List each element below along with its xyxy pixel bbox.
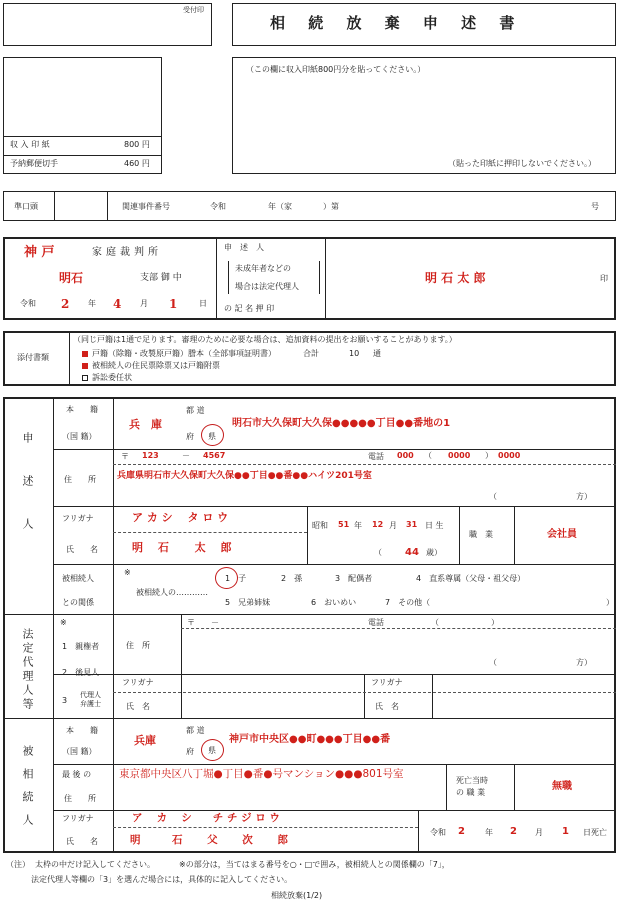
legal-rep-mark: ※ xyxy=(60,618,67,627)
postal-mark: 〒 xyxy=(121,452,129,461)
phone-label: 電話 xyxy=(368,452,384,461)
birth-year-unit: 年 xyxy=(354,521,362,530)
decedent-section-label: 被相続人 xyxy=(21,745,34,837)
birth-era: 昭和 xyxy=(312,521,328,530)
age-open: （ xyxy=(374,548,382,557)
death-day-unit: 日死亡 xyxy=(583,828,607,837)
postage-label: 予納郵便切手 xyxy=(10,159,58,168)
decedent-last-address[interactable]: 東京都中央区八丁堀●丁目●番●号マンション●●●801号室 xyxy=(119,768,404,780)
postal-dash: － xyxy=(182,451,190,460)
attachment-item-3[interactable]: 訴訟委任状 xyxy=(82,374,132,382)
case-go: 号 xyxy=(591,202,599,211)
relation-label-2: との関係 xyxy=(62,598,94,607)
relation-prefix: 被相続人の………… xyxy=(136,588,208,597)
legal-rep-option-parent[interactable]: 1 親権者 xyxy=(62,642,100,651)
legal-rep-care-open: （ xyxy=(489,658,497,667)
legal-rep-phone-label: 電話 xyxy=(368,618,384,627)
decedent-honseki-sub: （国 籍） xyxy=(62,747,97,756)
todofuken-ken: 県 xyxy=(208,432,216,441)
legal-rep-phone-close: ） xyxy=(491,618,499,627)
decedent-todofuken-top: 都 道 xyxy=(186,726,205,735)
legal-rep-care-close: 方） xyxy=(576,658,592,667)
decedent-name-label: 氏 名 xyxy=(66,837,98,846)
applicant-name[interactable]: 明 石 太 郎 xyxy=(132,541,232,554)
filing-era: 令和 xyxy=(20,299,36,308)
postage-amount: 460 円 xyxy=(124,159,150,168)
legal-rep-section-label: 法定代理人等 xyxy=(21,628,34,712)
footer-note-3: 法定代理人等欄の「3」を選んだ場合には，具体的に記入してください。 xyxy=(31,875,293,884)
todofuken-fu: 府 xyxy=(186,432,194,441)
decedent-honseki-pref[interactable]: 兵庫 xyxy=(134,734,156,747)
sign-label-bottom: の 記 名 押 印 xyxy=(224,304,275,313)
death-job-label-2: の 職 業 xyxy=(456,788,486,797)
legal-rep-option-3-num[interactable]: 3 xyxy=(62,696,68,705)
phone-open: （ xyxy=(424,451,432,460)
relation-option-grandchild[interactable]: 2 孫 xyxy=(281,574,303,583)
filing-month: 4 xyxy=(113,297,122,311)
applicant-phone-1[interactable]: 000 xyxy=(397,451,414,460)
applicant-honseki-pref[interactable]: 兵 庫 xyxy=(129,418,162,431)
receipt-stamp-label: 受付印 xyxy=(183,6,204,14)
court-city: 神 戸 xyxy=(24,245,55,260)
applicant-phone-2[interactable]: 0000 xyxy=(448,451,471,460)
relation-option-ascendant[interactable]: 4 直系尊属（父母・祖父母） xyxy=(416,574,526,583)
stamp-note: （この欄に収入印紙800円分を貼ってください。） xyxy=(246,65,426,74)
applicant-postal-2[interactable]: 4567 xyxy=(203,451,226,460)
checked-box-icon xyxy=(82,351,88,357)
relation-option-sibling[interactable]: 5 兄弟姉妹 xyxy=(225,598,271,607)
related-case-label: 関連事件番号 xyxy=(122,202,170,211)
relation-option-child[interactable]: 1 子 xyxy=(225,574,247,583)
applicant-address[interactable]: 兵庫県明石市大久保町大久保●●丁目●●番●●ハイツ201号室 xyxy=(117,471,372,481)
last-address-label-1: 最 後 の xyxy=(62,770,92,779)
honseki-sub: （国 籍） xyxy=(62,432,97,441)
relation-label-1: 被相続人 xyxy=(62,574,94,583)
name-label: 氏 名 xyxy=(66,545,98,554)
case-year-label: 年（家 xyxy=(268,202,292,211)
applicant-honseki-address[interactable]: 明石市大久保町大久保●●●●●丁目●●番地の1 xyxy=(232,418,451,429)
legal-rep-option-3-b: 弁護士 xyxy=(80,700,101,708)
case-era: 令和 xyxy=(210,202,226,211)
applicant-phone-3[interactable]: 0000 xyxy=(498,451,521,460)
filing-year: 2 xyxy=(61,297,70,311)
legal-rep-postal[interactable]: 〒 － xyxy=(187,618,219,627)
last-address-label-2: 住 所 xyxy=(64,794,96,803)
bracket-line-1: 未成年者などの xyxy=(235,264,291,273)
applicant-section-label: 申述人 xyxy=(21,432,34,561)
seal-mark: 印 xyxy=(600,274,608,283)
total-count: 10 xyxy=(349,349,360,358)
care-of-close: 方） xyxy=(576,492,592,501)
footer-note-1: 太枠の中だけ記入してください。 xyxy=(35,860,155,869)
oral-label: 準口頭 xyxy=(14,202,38,211)
relation-close: ） xyxy=(606,598,614,607)
attachments-label: 添付書類 xyxy=(17,353,49,362)
legal-rep-option-3-a: 代理人 xyxy=(80,691,101,699)
death-era: 令和 xyxy=(430,828,446,837)
legal-rep-furigana-label-2: フリガナ xyxy=(371,678,403,687)
decedent-honseki-address[interactable]: 神戸市中央区●●町●●●丁目●●番 xyxy=(229,734,391,745)
applicant-postal-1[interactable]: 123 xyxy=(142,451,159,460)
death-month-unit: 月 xyxy=(535,828,543,837)
death-year-unit: 年 xyxy=(485,828,493,837)
empty-checkbox-icon xyxy=(82,375,88,381)
relation-option-other[interactable]: 7 その他（ xyxy=(385,598,431,607)
legal-rep-furigana-label: フリガナ xyxy=(122,678,154,687)
court-branch-suffix: 支部 御 中 xyxy=(140,273,182,283)
petitioner-sign-name[interactable]: 明 石 太 郎 xyxy=(425,271,486,285)
applicant-birth-year[interactable]: 51 xyxy=(338,520,350,529)
relation-option-nephew[interactable]: 6 おいめい xyxy=(311,598,357,607)
footer-note-label: （注） xyxy=(6,860,30,869)
revenue-stamp-area xyxy=(232,57,616,174)
page-title: 相 続 放 棄 申 述 書 xyxy=(270,14,524,32)
job-label: 職 業 xyxy=(469,530,493,539)
total-unit: 通 xyxy=(373,349,381,358)
decedent-todofuken-fu: 府 xyxy=(186,747,194,756)
attachment-item-1[interactable]: 戸籍（除籍・改製原戸籍）謄本（全部事項証明書） xyxy=(82,350,276,358)
filing-month-unit: 月 xyxy=(140,299,148,308)
sign-label-top: 申 述 人 xyxy=(224,243,264,252)
decedent-job[interactable]: 無職 xyxy=(552,781,572,792)
relation-mark: ※ xyxy=(124,568,131,577)
phone-close: ） xyxy=(485,451,493,460)
checked-box-icon xyxy=(82,363,88,369)
applicant-furigana[interactable]: ア カ シ タ ロ ウ xyxy=(132,511,229,524)
total-label: 合計 xyxy=(303,349,319,358)
case-no-label: ）第 xyxy=(323,202,339,211)
care-of-open: （ xyxy=(489,492,497,501)
relation-option-spouse[interactable]: 3 配偶者 xyxy=(335,574,373,583)
decedent-death-day[interactable]: 1 xyxy=(562,826,569,837)
attachments-note: （同じ戸籍は1通で足ります。審理のために必要な場合は、追加資料の提出をお願いすることがあります。） xyxy=(73,335,457,344)
applicant-birth-month[interactable]: 12 xyxy=(372,520,384,529)
decedent-honseki-label: 本 籍 xyxy=(66,726,98,735)
page-number: 相続放棄(1/2) xyxy=(271,891,323,900)
attachment-item-2[interactable]: 被相続人の住民票除票又は戸籍附票 xyxy=(82,362,220,370)
decedent-todofuken-ken: 県 xyxy=(208,746,216,755)
court-branch: 明石 xyxy=(59,271,84,285)
selected-circle-icon xyxy=(201,424,224,446)
stamp-note-2: （貼った印紙に押印しないでください。） xyxy=(448,159,596,168)
legal-rep-option-guardian[interactable]: 2 後見人 xyxy=(62,668,100,677)
stamp-fee-label: 収 入 印 紙 xyxy=(10,140,50,149)
footer-note-2: ※の部分は，当てはまる番号を○・□で囲み，被相続人との関係欄の「7」， xyxy=(179,860,450,869)
receipt-stamp-box xyxy=(3,3,212,46)
legal-rep-phone-open: （ xyxy=(431,618,439,627)
selected-circle-icon xyxy=(215,567,238,589)
legal-rep-name-label-2: 氏 名 xyxy=(375,702,399,711)
main-form-block xyxy=(3,397,616,853)
address-label: 住 所 xyxy=(64,475,96,484)
decedent-name[interactable]: 明 石 父 次 郎 xyxy=(130,834,288,846)
applicant-birth-day[interactable]: 31 xyxy=(406,520,418,529)
applicant-job[interactable]: 会社員 xyxy=(547,529,577,540)
honseki-label: 本 籍 xyxy=(66,405,98,414)
filing-year-unit: 年 xyxy=(88,299,96,308)
birth-day-unit: 日 生 xyxy=(425,521,444,530)
death-job-label-1: 死亡当時 xyxy=(456,776,488,785)
court-type: 家庭裁判所 xyxy=(92,247,162,258)
decedent-furigana[interactable]: ア カ シ チ チ ジ ロ ウ xyxy=(132,812,280,824)
legal-rep-name-label: 氏 名 xyxy=(126,702,150,711)
bracket-line-2: 場合は法定代理人 xyxy=(235,282,299,291)
decedent-furigana-label: フリガナ xyxy=(62,814,94,823)
fee-box xyxy=(3,57,162,174)
birth-month-unit: 月 xyxy=(389,521,397,530)
applicant-age[interactable]: 44 xyxy=(405,547,419,558)
furigana-label: フリガナ xyxy=(62,514,94,523)
decedent-death-month[interactable]: 2 xyxy=(510,826,517,837)
filing-day-unit: 日 xyxy=(199,299,207,308)
todofuken-top: 都 道 xyxy=(186,406,205,415)
legal-rep-address-label: 住 所 xyxy=(126,641,150,650)
filing-day: 1 xyxy=(169,297,178,311)
selected-circle-icon xyxy=(201,739,224,761)
stamp-fee-amount: 800 円 xyxy=(124,140,150,149)
age-unit: 歳） xyxy=(426,548,442,557)
case-number-row xyxy=(3,191,616,221)
decedent-death-year[interactable]: 2 xyxy=(458,826,465,837)
